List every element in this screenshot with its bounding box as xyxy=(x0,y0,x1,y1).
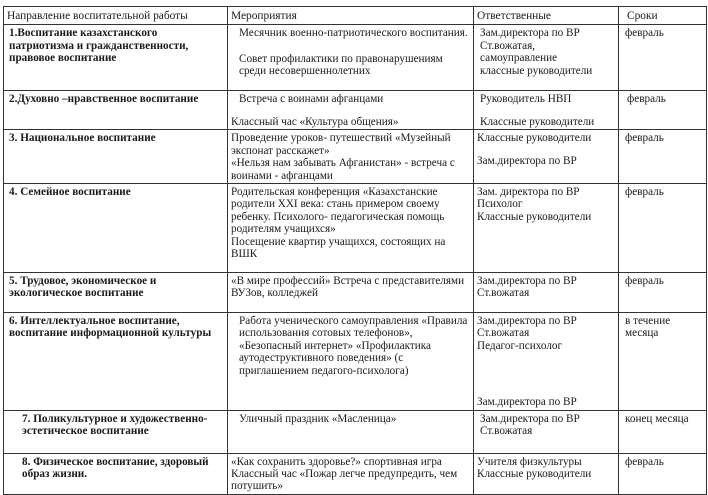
header-direction: Направление воспитательной работы xyxy=(4,7,228,25)
direction-cell: 3. Национальное воспитание xyxy=(4,130,228,184)
direction-cell: 6. Интеллектуальное воспитание, воспитание информационной культуры xyxy=(4,313,228,411)
responsible-item: Зам.директора по ВР xyxy=(480,412,580,425)
activities-cell xyxy=(228,130,474,184)
header-terms: Сроки xyxy=(619,7,707,25)
responsible-item: Классные руководители xyxy=(480,115,595,128)
table-row xyxy=(4,130,707,184)
activity-item: Проведение уроков- путешествий «Музейный экспонат расскажет» xyxy=(231,132,451,157)
term-cell: февраль xyxy=(619,130,707,184)
direction-cell: 8. Физическое воспитание, здоровый образ жизни. xyxy=(4,453,228,494)
activity-item: Уличный праздник «Масленица» xyxy=(239,412,397,425)
responsible-item: Зам.директора по ВР xyxy=(477,275,577,288)
term-cell: февраль xyxy=(619,453,707,494)
table-row xyxy=(4,273,707,313)
responsible-item: Зам.директора по ВР xyxy=(480,27,580,40)
responsible-item: Классные руководители xyxy=(477,132,592,145)
term-cell: февраль xyxy=(619,25,707,91)
activity-item: «В мире профессий» Встреча с представителями ВУЗов, колледжей xyxy=(231,275,465,300)
responsible-item: Ст.вожатая xyxy=(477,327,530,340)
table-row xyxy=(4,25,707,91)
responsible-item: Ст.вожатая, xyxy=(480,39,536,52)
responsible-item: Ст.вожатая xyxy=(477,287,530,300)
activity-item: «Как сохранить здоровье?» спортивная игра xyxy=(231,455,442,468)
activities-cell xyxy=(228,410,474,453)
term-cell: в течение месяца xyxy=(619,313,707,411)
responsible-item: Зам.директора по ВР xyxy=(477,154,577,167)
activities-cell xyxy=(228,25,474,91)
activity-item: Родительская конференция «Казахстанские родители XXI века: стань примером своему ребенку. Психолого- педагогическая помощь родителям учащихся» xyxy=(231,186,445,236)
responsible-cell xyxy=(474,130,619,184)
activity-item: Классный час «Культура общения» xyxy=(231,115,399,128)
table-row xyxy=(4,91,707,130)
responsible-cell xyxy=(474,313,619,411)
responsible-cell xyxy=(474,410,619,453)
activity-item: Встреча с воинами афганцами xyxy=(239,93,384,106)
activities-cell xyxy=(228,91,474,130)
table-row xyxy=(4,184,707,273)
responsible-item: Зам.директора по ВР xyxy=(477,396,577,409)
responsible-item: Классные руководители xyxy=(477,210,592,223)
direction-cell: 1.Воспитание казахстанского патриотизма и гражданственности, правовое воспитание xyxy=(4,25,228,91)
term-cell: февраль xyxy=(619,273,707,313)
header-activities: Мероприятия xyxy=(228,7,474,25)
activities-cell xyxy=(228,273,474,313)
responsible-item: Классные руководители xyxy=(477,468,592,481)
table-header-row xyxy=(4,7,707,25)
direction-cell: 5. Трудовое, экономическое и экологическое воспитание xyxy=(4,273,228,313)
activity-item: Работа ученического самоуправления «Правила использования сотовых телефонов», «Безопасный интернет» «Профилактика аутодеструктивного поведения» (с приглашением педагого-психолога) xyxy=(239,315,468,377)
activity-item: Месячник военно-патриотического воспитания. xyxy=(239,27,468,40)
activity-item: Посещение квартир учащихся, состоящих на ВШК xyxy=(231,235,446,261)
responsible-item: Ст.вожатая xyxy=(480,425,533,438)
activity-item: Классный час «Пожар легче предупредить, чем потушить» xyxy=(231,468,458,493)
responsible-cell xyxy=(474,273,619,313)
responsible-item: Педагог-психолог xyxy=(477,339,563,352)
responsible-item: Зам. директора по ВР xyxy=(477,186,580,199)
responsible-item: Учителя физкультуры xyxy=(477,455,582,468)
term-cell: февраль xyxy=(619,91,707,130)
term-cell: февраль xyxy=(619,184,707,273)
activity-item: Совет профилактики по правонарушениям среди несовершеннолетних xyxy=(239,52,443,78)
responsible-item: Зам.директора по ВР xyxy=(477,315,577,328)
table-row xyxy=(4,410,707,453)
activity-item: «Нельзя нам забывать Афганистан» - встреча с воинами - афганцами xyxy=(231,157,455,182)
activities-cell xyxy=(228,453,474,494)
plan-table xyxy=(3,6,707,495)
direction-cell: 4. Семейное воспитание xyxy=(4,184,228,273)
responsible-item: самоуправление xyxy=(480,52,558,65)
responsible-cell xyxy=(474,25,619,91)
responsible-cell xyxy=(474,453,619,494)
direction-cell: 2.Духовно –нравственное воспитание xyxy=(4,91,228,130)
table-row xyxy=(4,313,707,411)
direction-cell: 7. Поликультурное и художественно-эстетическое воспитание xyxy=(4,410,228,453)
activities-cell xyxy=(228,313,474,411)
table-row xyxy=(4,453,707,494)
responsible-item: Психолог xyxy=(477,198,523,211)
responsible-item: Руководитель НВП xyxy=(480,93,572,106)
activities-cell xyxy=(228,184,474,273)
responsible-item: классные руководители xyxy=(480,64,593,77)
responsible-cell xyxy=(474,184,619,273)
term-cell: конец месяца xyxy=(619,410,707,453)
header-responsible: Ответственные xyxy=(474,7,619,25)
responsible-cell xyxy=(474,91,619,130)
